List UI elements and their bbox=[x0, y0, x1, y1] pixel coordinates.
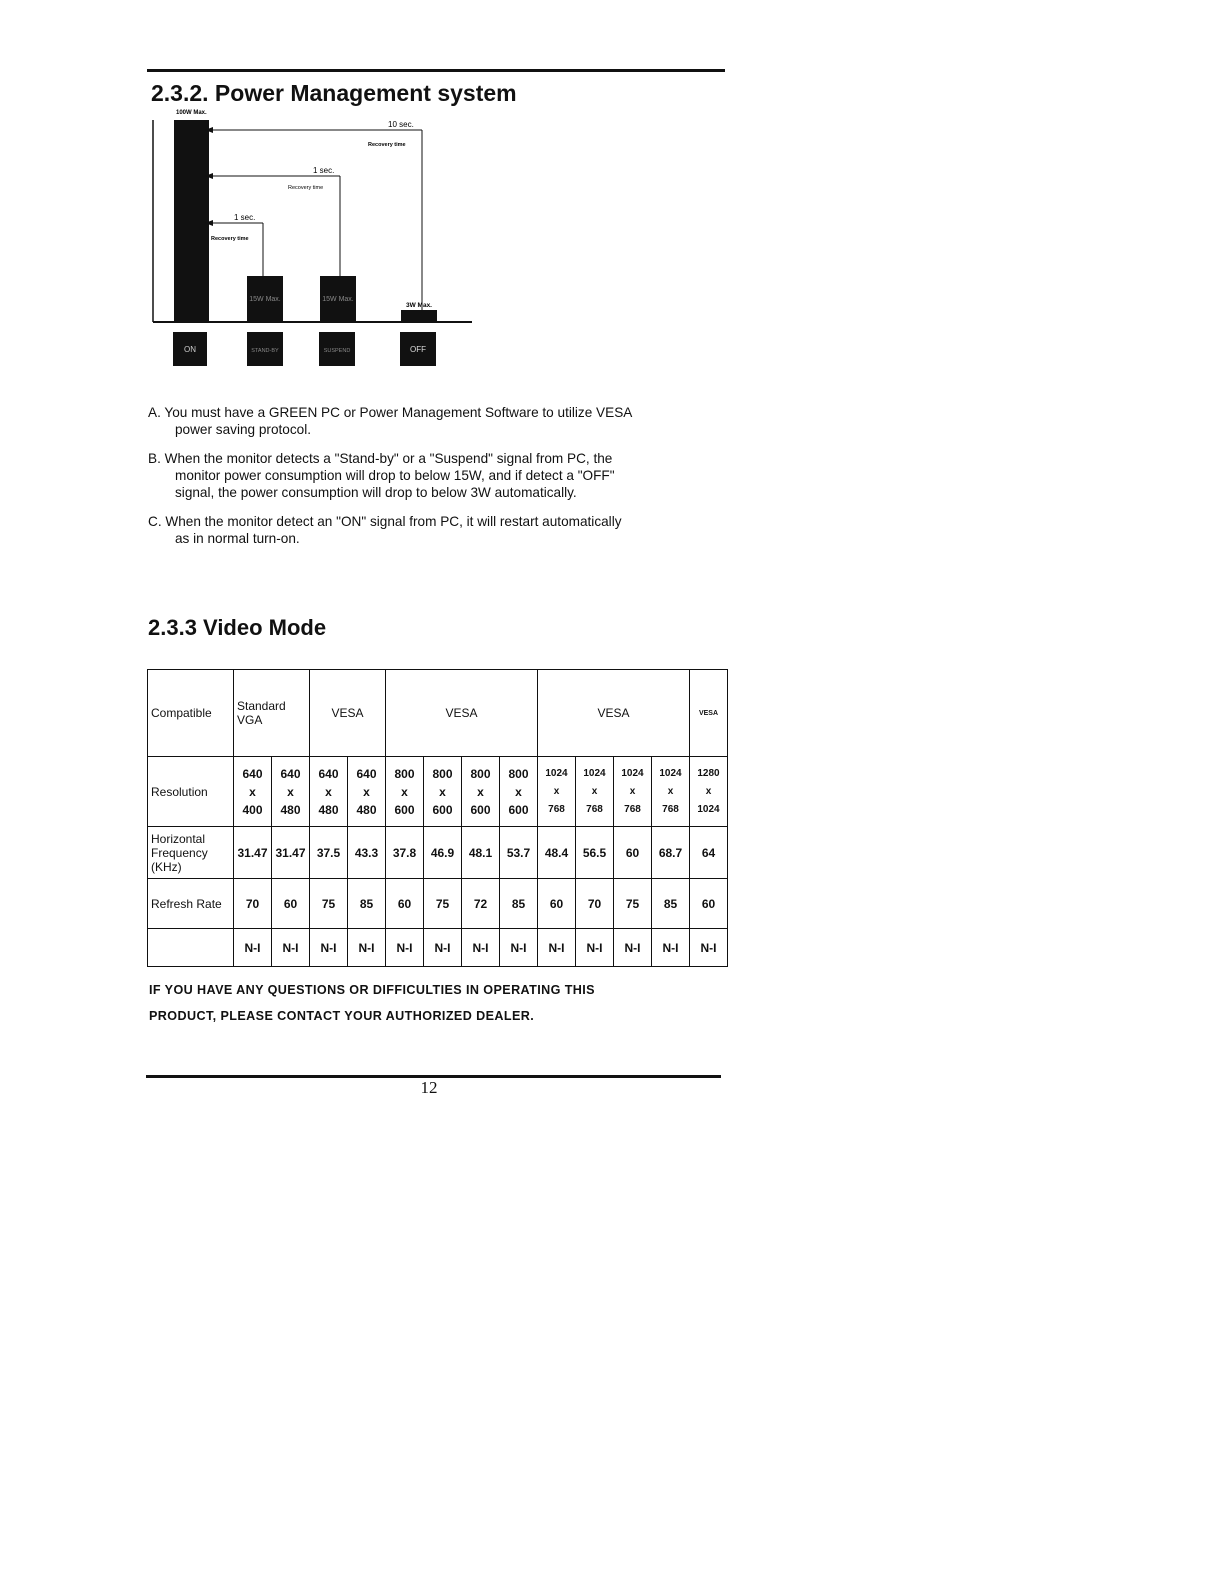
resolution-cell bbox=[348, 757, 386, 827]
hfreq-cell: 46.9 bbox=[424, 827, 462, 879]
refresh-cell: 85 bbox=[348, 879, 386, 929]
resolution-part: 800 bbox=[394, 766, 415, 781]
resolution-part: x bbox=[667, 785, 674, 797]
max-power-label: 100W Max. bbox=[176, 110, 207, 116]
resolution-cell bbox=[500, 757, 538, 827]
resolution-part: 800 bbox=[470, 766, 491, 781]
scan-cell: N-I bbox=[690, 929, 728, 967]
resolution-part: 768 bbox=[586, 803, 603, 815]
refresh-cell: 70 bbox=[234, 879, 272, 929]
arrow-1sec-b-caption: Recovery time bbox=[211, 236, 249, 242]
resolution-part: 800 bbox=[508, 766, 529, 781]
resolution-part: 640 bbox=[242, 766, 263, 781]
hfreq-cell: 64 bbox=[690, 827, 728, 879]
suspend-bar-label: 15W Max. bbox=[322, 296, 354, 303]
video-section-title: 2.3.3 Video Mode bbox=[148, 615, 327, 640]
hfreq-cell: 48.1 bbox=[462, 827, 500, 879]
resolution-part: 600 bbox=[432, 802, 453, 817]
state-off-label: OFF bbox=[410, 345, 426, 354]
off-bar-label: 3W Max. bbox=[405, 302, 433, 309]
compat-group-vesa: VESA bbox=[538, 670, 690, 757]
resolution-row bbox=[148, 757, 728, 827]
resolution-cell bbox=[424, 757, 462, 827]
compatible-row bbox=[148, 670, 728, 757]
resolution-part: x bbox=[249, 784, 256, 799]
refresh-cell: 85 bbox=[652, 879, 690, 929]
hfreq-cell: 68.7 bbox=[652, 827, 690, 879]
refresh-cell: 60 bbox=[386, 879, 424, 929]
compatible-header: Compatible bbox=[148, 670, 234, 757]
on-power-bar bbox=[174, 120, 209, 322]
compat-group-vesa: VESA bbox=[690, 670, 728, 757]
note-a bbox=[148, 404, 728, 438]
hfreq-cell: 31.47 bbox=[234, 827, 272, 879]
resolution-part: 640 bbox=[280, 766, 301, 781]
scan-cell: N-I bbox=[538, 929, 576, 967]
compat-group-vesa: VESA bbox=[386, 670, 538, 757]
note-b bbox=[148, 450, 728, 501]
resolution-part: x bbox=[439, 784, 446, 799]
resolution-cell bbox=[576, 757, 614, 827]
power-state-diagram bbox=[150, 106, 480, 376]
hfreq-cell: 37.8 bbox=[386, 827, 424, 879]
scan-cell: N-I bbox=[462, 929, 500, 967]
resolution-part: x bbox=[477, 784, 484, 799]
resolution-part: 640 bbox=[356, 766, 377, 781]
resolution-cell bbox=[234, 757, 272, 827]
refresh-cell: 75 bbox=[424, 879, 462, 929]
resolution-part: 600 bbox=[508, 802, 529, 817]
page-number: 12 bbox=[420, 1078, 438, 1097]
refresh-header: Refresh Rate bbox=[148, 879, 234, 929]
resolution-cell bbox=[310, 757, 348, 827]
refresh-cell: 70 bbox=[576, 879, 614, 929]
arrow-10sec-caption: Recovery time bbox=[368, 142, 406, 148]
resolution-part: 600 bbox=[470, 802, 491, 817]
note-b-line: B. When the monitor detects a "Stand-by" or a "Suspend" signal from PC, the bbox=[148, 451, 613, 466]
resolution-part: 768 bbox=[662, 803, 679, 815]
resolution-part: 1024 bbox=[621, 767, 644, 779]
scan-cell: N-I bbox=[234, 929, 272, 967]
resolution-part: 1024 bbox=[545, 767, 568, 779]
compat-group-vga: Standard VGA bbox=[234, 670, 310, 757]
scan-cell: N-I bbox=[576, 929, 614, 967]
hfreq-cell: 53.7 bbox=[500, 827, 538, 879]
resolution-part: x bbox=[553, 785, 560, 797]
resolution-part: 480 bbox=[280, 802, 301, 817]
resolution-cell bbox=[538, 757, 576, 827]
arrow-1sec-a-caption: Recovery time bbox=[288, 185, 324, 191]
resolution-part: 1024 bbox=[697, 803, 720, 815]
note-a-line: power saving protocol. bbox=[175, 422, 312, 437]
note-c bbox=[148, 513, 728, 547]
power-notes bbox=[148, 404, 728, 559]
dealer-notice bbox=[149, 977, 729, 1029]
resolution-part: x bbox=[401, 784, 408, 799]
state-suspend-label: SUSPEND bbox=[323, 348, 351, 354]
standby-bar-label: 15W Max. bbox=[249, 296, 281, 303]
refresh-cell: 72 bbox=[462, 879, 500, 929]
off-power-bar bbox=[401, 310, 437, 322]
note-b-line: signal, the power consumption will drop to below 3W automatically. bbox=[175, 485, 577, 500]
resolution-part: 1280 bbox=[697, 767, 720, 779]
note-c-line: as in normal turn-on. bbox=[175, 531, 300, 546]
resolution-part: 1024 bbox=[583, 767, 606, 779]
compat-group-vesa: VESA bbox=[310, 670, 386, 757]
arrow-1sec-b-time: 1 sec. bbox=[234, 213, 256, 222]
hfreq-row bbox=[148, 827, 728, 879]
scan-cell: N-I bbox=[614, 929, 652, 967]
arrow-1sec-a-time: 1 sec. bbox=[313, 166, 335, 175]
note-a-line: A. You must have a GREEN PC or Power Management Software to utilize VESA bbox=[148, 405, 633, 420]
scan-cell: N-I bbox=[310, 929, 348, 967]
resolution-cell bbox=[690, 757, 728, 827]
hfreq-cell: 60 bbox=[614, 827, 652, 879]
hfreq-cell: 31.47 bbox=[272, 827, 310, 879]
resolution-part: 1024 bbox=[659, 767, 682, 779]
top-rule bbox=[147, 69, 725, 72]
resolution-part: 768 bbox=[624, 803, 641, 815]
refresh-cell: 60 bbox=[690, 879, 728, 929]
hfreq-cell: 48.4 bbox=[538, 827, 576, 879]
note-c-line: C. When the monitor detect an "ON" signal from PC, it will restart automatically bbox=[148, 514, 622, 529]
resolution-part: 480 bbox=[356, 802, 377, 817]
resolution-part: x bbox=[629, 785, 636, 797]
resolution-cell bbox=[462, 757, 500, 827]
refresh-row bbox=[148, 879, 728, 929]
scan-header bbox=[148, 929, 234, 967]
refresh-cell: 75 bbox=[614, 879, 652, 929]
scan-cell: N-I bbox=[652, 929, 690, 967]
state-on-label: ON bbox=[184, 345, 196, 354]
resolution-part: 800 bbox=[432, 766, 453, 781]
resolution-cell bbox=[614, 757, 652, 827]
resolution-part: x bbox=[515, 784, 522, 799]
arrow-10sec-time: 10 sec. bbox=[388, 120, 414, 129]
resolution-part: 768 bbox=[548, 803, 565, 815]
state-standby-label: STAND-BY bbox=[251, 348, 279, 354]
refresh-cell: 75 bbox=[310, 879, 348, 929]
power-section-title: 2.3.2. Power Management system bbox=[151, 80, 517, 106]
scan-cell: N-I bbox=[348, 929, 386, 967]
notice-line: PRODUCT, PLEASE CONTACT YOUR AUTHORIZED DEALER. bbox=[149, 1009, 535, 1023]
resolution-cell bbox=[386, 757, 424, 827]
resolution-part: x bbox=[325, 784, 332, 799]
resolution-part: x bbox=[705, 785, 712, 797]
scan-cell: N-I bbox=[424, 929, 462, 967]
resolution-part: x bbox=[363, 784, 370, 799]
resolution-part: 400 bbox=[242, 802, 263, 817]
hfreq-cell: 43.3 bbox=[348, 827, 386, 879]
refresh-cell: 60 bbox=[272, 879, 310, 929]
hfreq-header: Horizontal Frequency (KHz) bbox=[148, 827, 234, 879]
resolution-header: Resolution bbox=[148, 757, 234, 827]
hfreq-cell: 37.5 bbox=[310, 827, 348, 879]
resolution-part: x bbox=[591, 785, 598, 797]
scan-cell: N-I bbox=[386, 929, 424, 967]
resolution-part: x bbox=[287, 784, 294, 799]
video-mode-table bbox=[147, 669, 728, 967]
refresh-cell: 60 bbox=[538, 879, 576, 929]
scan-row bbox=[148, 929, 728, 967]
hfreq-cell: 56.5 bbox=[576, 827, 614, 879]
note-b-line: monitor power consumption will drop to below 15W, and if detect a "OFF" bbox=[175, 468, 615, 483]
resolution-part: 640 bbox=[318, 766, 339, 781]
notice-line: IF YOU HAVE ANY QUESTIONS OR DIFFICULTIES IN OPERATING THIS bbox=[149, 983, 595, 997]
refresh-cell: 85 bbox=[500, 879, 538, 929]
resolution-cell bbox=[652, 757, 690, 827]
scan-cell: N-I bbox=[500, 929, 538, 967]
resolution-cell bbox=[272, 757, 310, 827]
resolution-part: 600 bbox=[394, 802, 415, 817]
resolution-part: 480 bbox=[318, 802, 339, 817]
scan-cell: N-I bbox=[272, 929, 310, 967]
